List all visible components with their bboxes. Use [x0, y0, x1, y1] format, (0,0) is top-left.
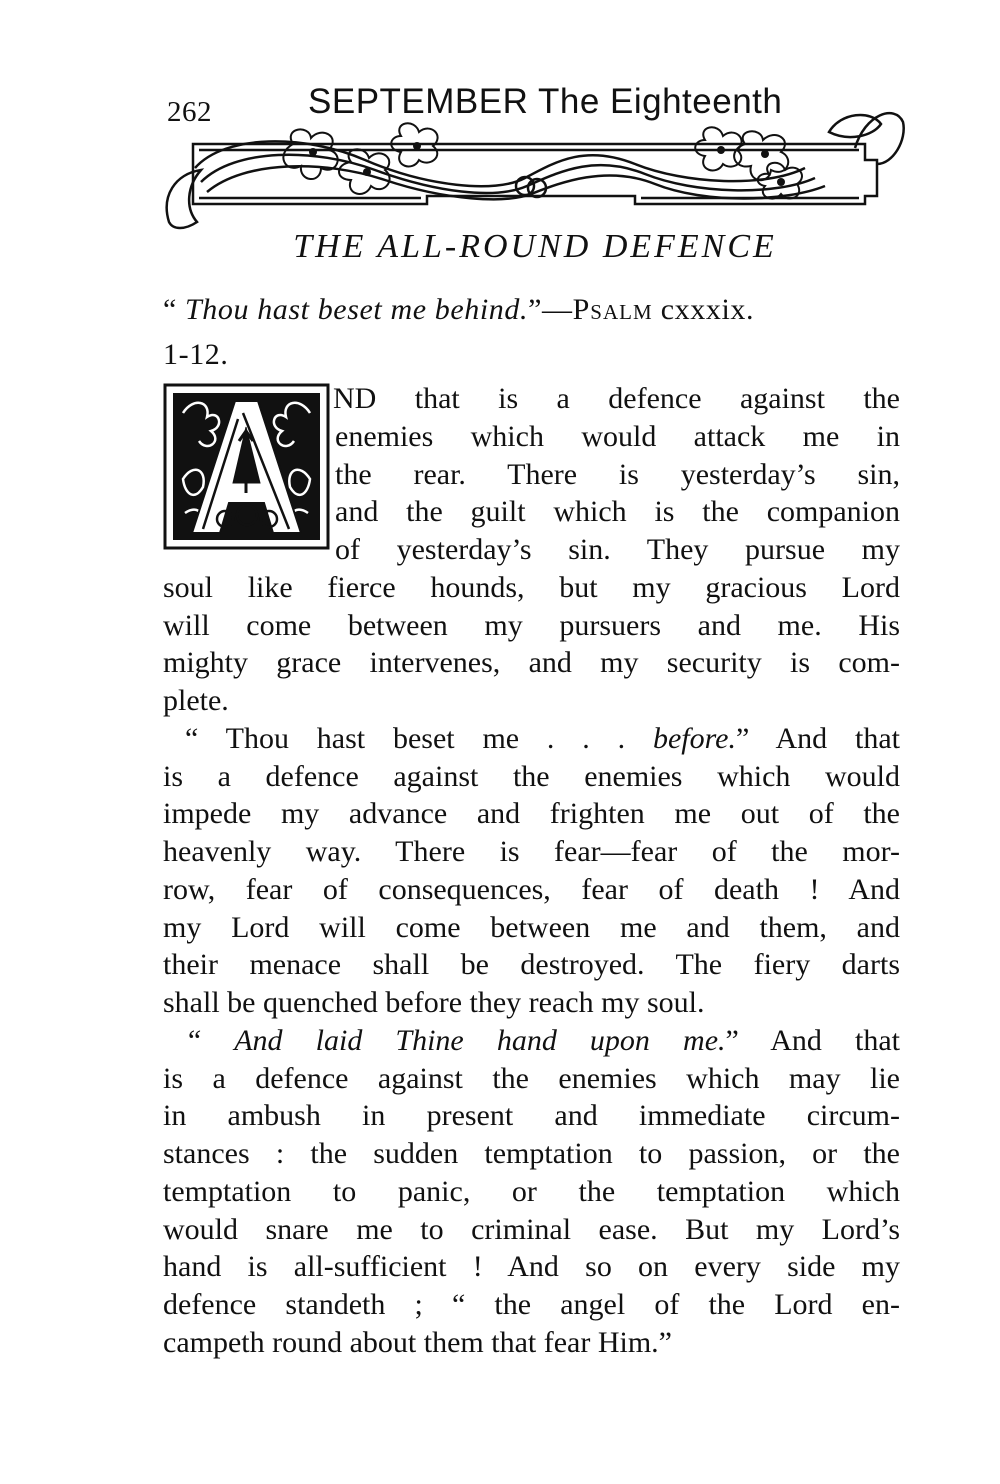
body-line-16: their menace shall be destroyed. The fiery darts [163, 948, 900, 982]
body-line-21: stances : the sudden temptation to passion, or the [163, 1137, 900, 1170]
body-line-15: my Lord will come between me and them, and [163, 910, 900, 944]
epigraph-source: Psalm [572, 293, 653, 326]
floral-header-ornament [165, 104, 907, 232]
body-line-20: in ambush in present and immediate circum- [163, 1099, 900, 1133]
body-line-22: temptation to panic, or the temptation which [163, 1174, 900, 1208]
body-line-18-italic: “ And laid Thine hand upon me. [185, 1023, 726, 1057]
body-line-10-end: ” And that [736, 721, 900, 755]
epigraph-quote: Thou hast beset me behind. [185, 293, 529, 326]
article-title: THE ALL-ROUND DEFENCE [293, 228, 777, 265]
body-line-18-end: ” And that [725, 1023, 901, 1057]
body-line-5: of yesterday’s sin. They pursue my [335, 533, 900, 566]
body-line-8: mighty grace intervenes, and my security is com- [163, 646, 900, 680]
body-line-3: the rear. There is yesterday’s sin, [335, 457, 900, 491]
epigraph-line-1 [163, 287, 900, 332]
epigraph-open-quote: “ [163, 293, 186, 326]
body-line-10-italic: before. [652, 721, 736, 755]
body-line-23: would snare me to criminal ease. But my Lord’s [163, 1212, 900, 1246]
body-line-25: defence standeth ; “ the angel of the Lord en- [163, 1288, 900, 1321]
body-line-6: soul like fierce hounds, but my gracious Lord [163, 570, 900, 604]
body-line-9: plete. [163, 684, 229, 717]
body-line-10-start: “ Thou hast beset me . . . [185, 721, 653, 755]
body-line-7: will come between my pursuers and me. His [163, 608, 900, 642]
body-line-26: campeth round about them that fear Him.” [163, 1325, 672, 1359]
epigraph-source-ref: cxxxix. [652, 293, 755, 326]
body-line-10 [163, 720, 900, 758]
page-number: 262 [167, 96, 212, 128]
body-line-18 [163, 1022, 900, 1060]
body-line-19: is a defence against the enemies which may lie [163, 1061, 900, 1095]
body-line-14: row, fear of consequences, fear of death ! And [163, 872, 900, 906]
body-text [163, 380, 900, 1362]
epigraph [163, 287, 900, 377]
body-line-17: shall be quenched before they reach my soul. [163, 986, 705, 1019]
body-line-12: impede my advance and frighten me out of the [163, 797, 900, 831]
running-head: SEPTEMBER The Eighteenth [308, 82, 783, 121]
body-line-24: hand is all-sufficient ! And so on every side my [163, 1250, 900, 1284]
epigraph-close-quote: ”— [528, 293, 573, 326]
body-line-1: ND that is a defence against the [333, 382, 900, 415]
body-line-13: heavenly way. There is fear—fear of the mor- [163, 835, 900, 868]
body-line-4: and the guilt which is the companion [335, 495, 900, 529]
epigraph-line-2: 1-12. [163, 338, 229, 371]
body-line-11: is a defence against the enemies which would [163, 759, 900, 793]
body-line-2: enemies which would attack me in [335, 419, 900, 453]
